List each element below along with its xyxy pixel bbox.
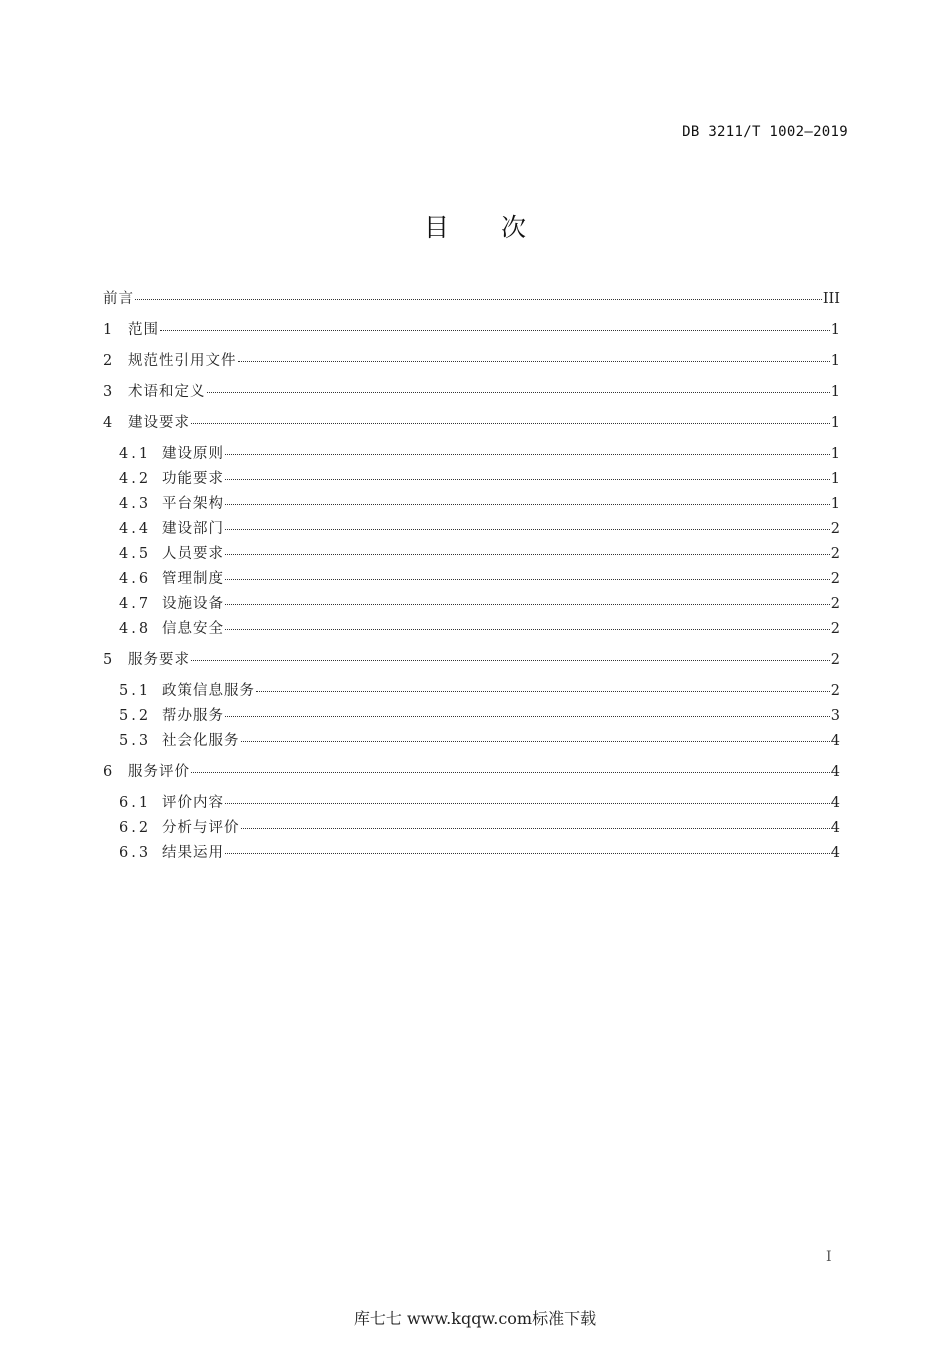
toc-entry-number: 1 <box>103 322 113 338</box>
toc-entry-page: 2 <box>830 596 840 612</box>
toc-entry-number: 5.3 <box>119 733 152 749</box>
toc-entry-label: 平台架构 <box>162 496 224 512</box>
toc-entry-page: 1 <box>830 446 840 462</box>
toc-entry-label: 范围 <box>128 322 159 338</box>
toc-entry-page: 4 <box>830 820 840 836</box>
toc-dot-leader <box>225 628 830 630</box>
toc-entry[interactable] <box>103 761 840 783</box>
toc-entry-page: 4 <box>830 764 840 780</box>
toc-entry-page: III <box>822 291 840 307</box>
toc-entry[interactable] <box>103 319 840 341</box>
toc-entry[interactable] <box>103 381 840 403</box>
toc-entry-label: 服务评价 <box>128 764 190 780</box>
toc-entry-page: 3 <box>830 708 840 724</box>
toc-dot-leader <box>256 690 830 692</box>
toc-entry[interactable] <box>119 443 840 465</box>
toc-dot-leader <box>225 503 830 505</box>
toc-entry-label: 前言 <box>103 291 134 307</box>
toc-entry[interactable] <box>119 543 840 565</box>
page-number: I <box>826 1249 832 1265</box>
toc-entry[interactable] <box>119 730 840 752</box>
toc-entry-label: 人员要求 <box>162 546 224 562</box>
toc-dot-leader <box>225 478 830 480</box>
toc-dot-leader <box>191 422 830 424</box>
toc-entry[interactable] <box>119 680 840 702</box>
toc-entry-number: 6.3 <box>119 845 152 861</box>
toc-dot-leader <box>225 715 830 717</box>
toc-dot-leader <box>238 360 830 362</box>
toc-entry[interactable] <box>103 288 840 310</box>
toc-entry-number: 5.2 <box>119 708 152 724</box>
toc-entry-page: 1 <box>830 415 840 431</box>
toc-entry[interactable] <box>119 618 840 640</box>
toc-entry[interactable] <box>103 649 840 671</box>
toc-entry-number: 4.1 <box>119 446 152 462</box>
toc-dot-leader <box>241 827 830 829</box>
toc-dot-leader <box>241 740 830 742</box>
toc-dot-leader <box>225 553 830 555</box>
toc-entry[interactable] <box>119 493 840 515</box>
toc-entry-number: 6 <box>103 764 113 780</box>
toc-entry-page: 2 <box>830 571 840 587</box>
toc-entry-number: 4.6 <box>119 571 152 587</box>
toc-entry-number: 4.3 <box>119 496 152 512</box>
toc-entry-page: 2 <box>830 652 840 668</box>
toc-entry-label: 术语和定义 <box>128 384 206 400</box>
toc-entry-label: 建设部门 <box>162 521 224 537</box>
toc-dot-leader <box>191 659 830 661</box>
toc-dot-leader <box>225 802 830 804</box>
toc-dot-leader <box>135 298 822 300</box>
toc-entry-page: 2 <box>830 521 840 537</box>
toc-entry[interactable] <box>119 468 840 490</box>
toc-dot-leader <box>225 453 830 455</box>
toc-entry-page: 1 <box>830 496 840 512</box>
toc-entry-page: 4 <box>830 795 840 811</box>
toc-entry-label: 功能要求 <box>162 471 224 487</box>
toc-dot-leader <box>225 603 830 605</box>
toc-entry-page: 4 <box>830 733 840 749</box>
toc-entry-label: 规范性引用文件 <box>128 353 237 369</box>
toc-entry[interactable] <box>119 842 840 864</box>
toc-entry-number: 4.5 <box>119 546 152 562</box>
toc-entry-label: 政策信息服务 <box>162 683 255 699</box>
toc-entry-number: 4.4 <box>119 521 152 537</box>
toc-entry-number: 4 <box>103 415 113 431</box>
toc-entry-label: 结果运用 <box>162 845 224 861</box>
toc-entry-number: 6.2 <box>119 820 152 836</box>
toc-entry[interactable] <box>119 568 840 590</box>
toc-entry-label: 分析与评价 <box>162 820 240 836</box>
toc-entry-number: 6.1 <box>119 795 152 811</box>
toc-entry-label: 建设原则 <box>162 446 224 462</box>
toc-entry-label: 信息安全 <box>162 621 224 637</box>
toc-entry-page: 2 <box>830 546 840 562</box>
toc-entry-label: 建设要求 <box>128 415 190 431</box>
toc-dot-leader <box>160 329 830 331</box>
toc-entry-number: 4.2 <box>119 471 152 487</box>
page-title: 目次 <box>423 213 578 242</box>
toc-entry-number: 4.8 <box>119 621 152 637</box>
toc-entry-label: 帮办服务 <box>162 708 224 724</box>
document-code: DB 3211/T 1002—2019 <box>682 124 848 140</box>
toc-entry[interactable] <box>103 350 840 372</box>
toc-entry-page: 1 <box>830 353 840 369</box>
toc-entry-page: 1 <box>830 471 840 487</box>
toc-entry[interactable] <box>119 593 840 615</box>
toc-dot-leader <box>207 391 830 393</box>
toc-entry-number: 3 <box>103 384 113 400</box>
toc-entry-label: 评价内容 <box>162 795 224 811</box>
toc-entry-label: 社会化服务 <box>162 733 240 749</box>
toc-entry-page: 2 <box>830 621 840 637</box>
toc-dot-leader <box>225 528 830 530</box>
toc-entry-label: 服务要求 <box>128 652 190 668</box>
toc-entry[interactable] <box>119 705 840 727</box>
toc-entry-number: 2 <box>103 353 113 369</box>
toc-dot-leader <box>191 771 830 773</box>
toc-entry[interactable] <box>119 817 840 839</box>
toc-entry-label: 管理制度 <box>162 571 224 587</box>
toc-entry-page: 2 <box>830 683 840 699</box>
footer-watermark-text: 库七七 www.kqqw.com标准下载 <box>353 1309 597 1328</box>
toc-entry-number: 5.1 <box>119 683 152 699</box>
toc-entry[interactable] <box>119 792 840 814</box>
toc-entry-number: 5 <box>103 652 113 668</box>
toc-entry[interactable] <box>103 412 840 434</box>
toc-dot-leader <box>225 578 830 580</box>
toc-dot-leader <box>225 852 830 854</box>
toc-entry[interactable] <box>119 518 840 540</box>
toc-entry-label: 设施设备 <box>162 596 224 612</box>
toc-entry-page: 4 <box>830 845 840 861</box>
toc-entry-number: 4.7 <box>119 596 152 612</box>
toc-entry-page: 1 <box>830 322 840 338</box>
toc-entry-page: 1 <box>830 384 840 400</box>
